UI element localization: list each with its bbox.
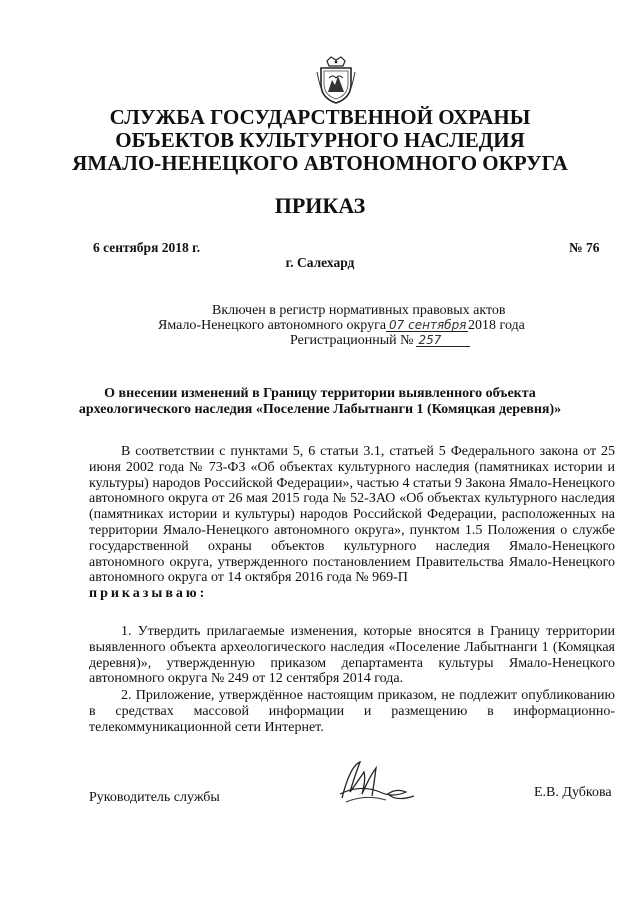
coat-of-arms-icon <box>315 54 357 104</box>
preamble-paragraph <box>89 444 615 602</box>
order-item-1-text: 1. Утвердить прилагаемые изменения, которые вносятся в Границу территории выявленного объекта археологического наследия «Поселение Лабытнанги 1 (Комяцкая деревня)», утвержденную приказом департамента культуры Ямало-Ненецкого автономного округа № 249 от 12 сентября 2014 года. <box>89 624 615 687</box>
order-city: г. Салехард <box>285 255 355 270</box>
registry-stamp-line-1: Включен в регистр нормативных правовых актов <box>212 303 506 318</box>
order-subject-line-1: О внесении изменений в Границу территории выявленного объекта <box>104 386 536 401</box>
order-item-1 <box>89 624 615 687</box>
signatory-role: Руководитель службы <box>89 790 220 805</box>
organization-name-line-2: ОБЪЕКТОВ КУЛЬТУРНОГО НАСЛЕДИЯ <box>115 128 525 152</box>
preamble-text: В соответствии с пунктами 5, 6 статьи 3.1, статьей 5 Федерального закона от 25 июня 2002 года № 73-ФЗ «Об объектах культурного наследия (памятниках истории и культуры) народов Российской Федерации», частью 4 статьи 9 Закона Ямало-Ненецкого автономного округа от 26 мая 2015 года № 52-ЗАО «Об объектах культурного наследия (памятниках истории и культуры) народов Российской Федерации, расположенных на территории Ямало-Ненецкого автономного округа», пунктом 1.5 Положения о службе государственной охраны объектов культурного наследия Ямало-Ненецкого автономного округа, утвержденного постановлением Правительства Ямало-Ненецкого автономного округа от 14 октября 2016 года № 969-П <box>89 444 615 586</box>
handwritten-registration-date: 07 сентября <box>386 319 468 332</box>
handwritten-registration-number: 257 <box>416 334 470 347</box>
registry-stamp-line-2 <box>158 318 525 334</box>
document-type-title: ПРИКАЗ <box>274 193 366 218</box>
signatory-name: Е.В. Дубкова <box>534 785 612 800</box>
handwritten-signature <box>336 758 418 808</box>
order-date: 6 сентября 2018 г. <box>93 240 201 255</box>
order-item-2 <box>89 688 615 735</box>
order-item-2-text: 2. Приложение, утверждённое настоящим приказом, не подлежит опубликованию в средствах массовой информации и размещению в информационно-телекоммуникационной сети Интернет. <box>89 688 615 735</box>
order-subject-line-2: археологического наследия «Поселение Лабытнанги 1 (Комяцкая деревня)» <box>78 402 562 417</box>
organization-name-line-3: ЯМАЛО-НЕНЕЦКОГО АВТОНОМНОГО ОКРУГА <box>72 151 568 175</box>
registry-region-label: Ямало-Ненецкого автономного округа <box>158 318 387 333</box>
organization-name-line-1: СЛУЖБА ГОСУДАРСТВЕННОЙ ОХРАНЫ <box>109 105 531 129</box>
registry-stamp-line-3 <box>290 333 470 349</box>
order-number: № 76 <box>569 240 600 255</box>
order-word: приказываю: <box>89 586 208 602</box>
registry-number-label: Регистрационный № <box>290 333 414 348</box>
registry-year-label: 2018 года <box>468 318 525 333</box>
